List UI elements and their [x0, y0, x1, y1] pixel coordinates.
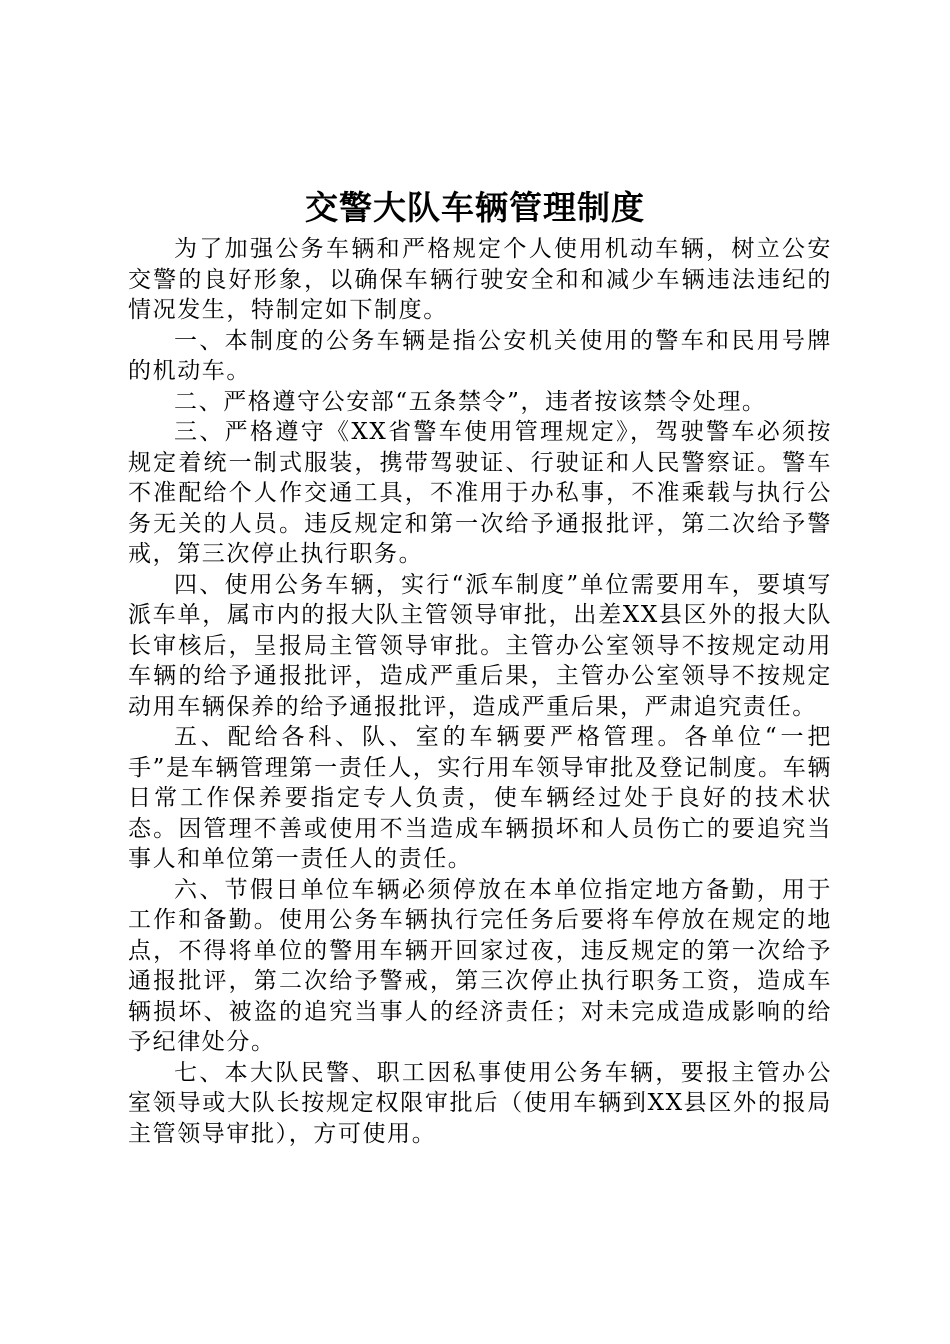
- paragraph-3: 三、严格遵守《XX省警车使用管理规定》，驾驶警车必须按规定着统一制式服装，携带驾驶证、行驶证和人民警察证。警车不准配给个人作交通工具，不准用于办私事，不准乘载与执行公务无关的人员。违反规定和第一次给予通报批评，第二次给予警戒，第三次停止执行职务。: [128, 419, 832, 567]
- document-body: [128, 234, 832, 1149]
- paragraph-7: 七、本大队民警、职工因私事使用公务车辆，要报主管办公室领导或大队长按规定权限审批后（使用车辆到XX县区外的报局主管领导审批），方可使用。: [128, 1059, 832, 1147]
- paragraph-5: 五、配给各科、队、室的车辆要严格管理。各单位“一把手”是车辆管理第一责任人，实行用车领导审批及登记制度。车辆日常工作保养要指定专人负责，使车辆经过处于良好的技术状态。因管理不善或使用不当造成车辆损坏和人员伤亡的要追究当事人和单位第一责任人的责任。: [128, 724, 832, 872]
- document-title: 交警大队车辆管理制度: [305, 188, 645, 227]
- paragraph-4: 四、使用公务车辆，实行“派车制度”单位需要用车，要填写派车单，属市内的报大队主管领导审批，出差XX县区外的报大队长审核后，呈报局主管领导审批。主管办公室领导不按规定动用车辆的给予通报批评，造成严重后果，主管办公室领导不按规定动用车辆保养的给予通报批评，造成严重后果，严肃追究责任。: [128, 571, 832, 720]
- paragraph-1: 一、本制度的公务车辆是指公安机关使用的警车和民用号牌的机动车。: [128, 327, 832, 384]
- paragraph-intro: 为了加强公务车辆和严格规定个人使用机动车辆，树立公安交警的良好形象，以确保车辆行驶安全和和减少车辆违法违纪的情况发生，特制定如下制度。: [128, 236, 832, 323]
- paragraph-2: 二、严格遵守公安部“五条禁令”，违者按该禁令处理。: [174, 388, 767, 415]
- paragraph-6: 六、节假日单位车辆必须停放在本单位指定地方备勤，用于工作和备勤。使用公务车辆执行完任务后要将车停放在规定的地点，不得将单位的警用车辆开回家过夜，违反规定的第一次给予通报批评，第二次给予警戒，第三次停止执行职务工资，造成车辆损坏、被盗的追究当事人的经济责任；对未完成造成影响的给予纪律处分。: [128, 876, 832, 1055]
